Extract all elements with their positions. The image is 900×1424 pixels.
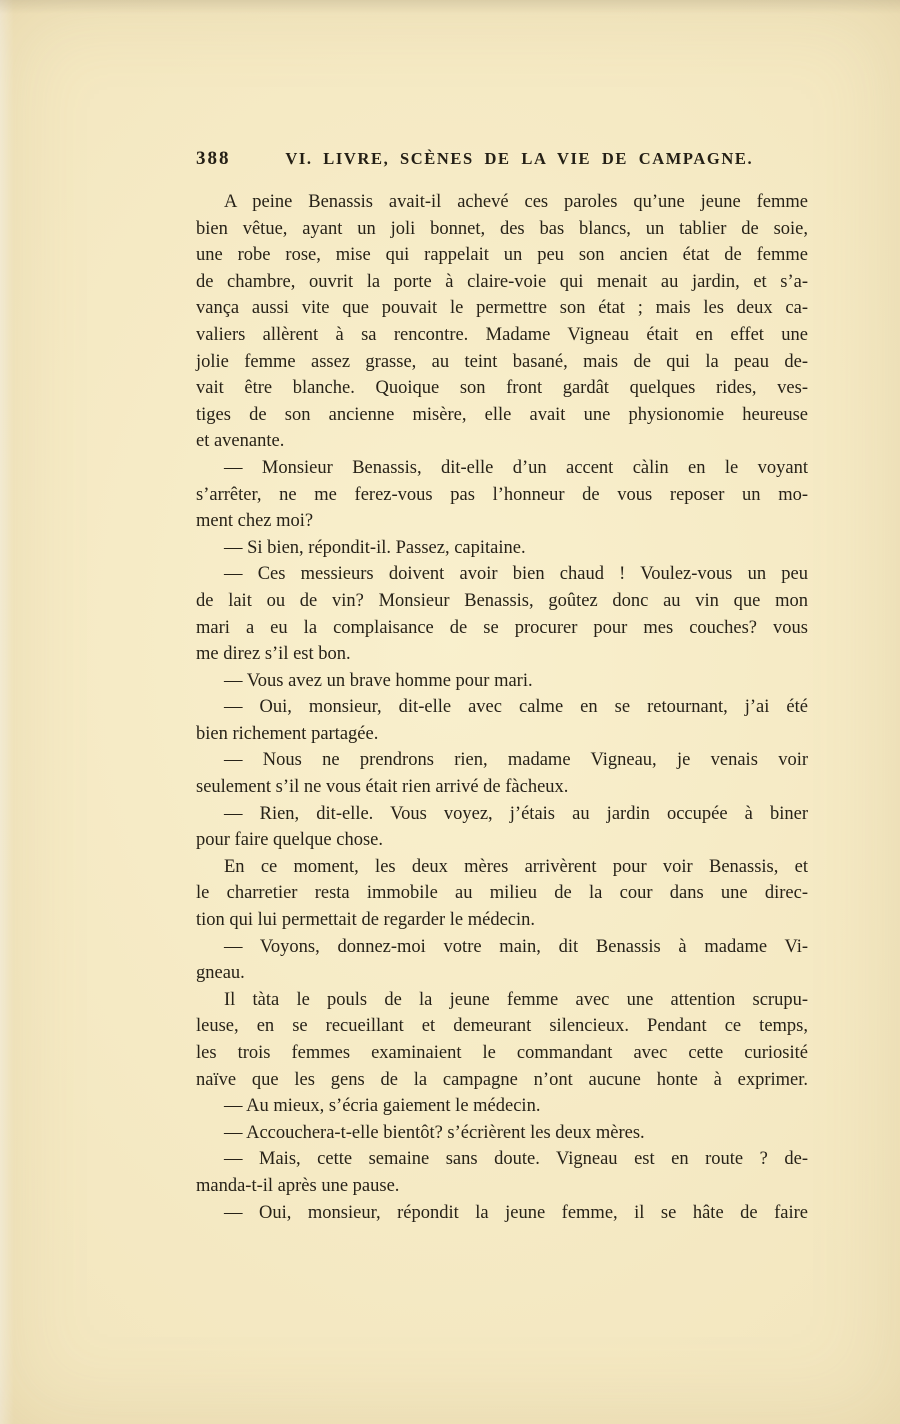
text-line: seulement s’il ne vous était rien arrivé de fàcheux. [196, 777, 569, 798]
text-line: gneau. [196, 963, 245, 984]
text-line: leuse, en se recueillant et demeurant silencieux. Pendant ce temps, [196, 1016, 808, 1037]
text-line: une robe rose, mise qui rappelait un peu son ancien état de femme [196, 245, 808, 266]
text-line: — Oui, monsieur, répondit la jeune femme, il se hâte de faire [224, 1202, 808, 1223]
page-header [196, 148, 808, 170]
text-line: pour faire quelque chose. [196, 830, 383, 851]
text-line: — Rien, dit-elle. Vous voyez, j’étais au jardin occupée à biner [224, 803, 808, 824]
page-number: 388 [196, 148, 231, 169]
text-line: tion qui lui permettait de regarder le médecin. [196, 910, 536, 931]
text-line: ment chez moi? [196, 511, 314, 532]
text-line: me direz s’il est bon. [196, 644, 351, 665]
text-line: tiges de son ancienne misère, elle avait une physionomie heureuse [196, 404, 808, 425]
page-body [196, 189, 808, 1226]
text-line: — Monsieur Benassis, dit-elle d’un accent càlin en le voyant [224, 457, 808, 478]
text-line: En ce moment, les deux mères arrivèrent pour voir Benassis, et [224, 856, 808, 877]
text-line: — Accouchera-t-elle bientôt? s’écrièrent les deux mères. [224, 1122, 645, 1143]
text-line: valiers allèrent à sa rencontre. Madame Vigneau était en effet une [196, 324, 808, 345]
text-line: le charretier resta immobile au milieu de la cour dans une direc- [196, 883, 808, 904]
text-line: et avenante. [196, 431, 285, 452]
text-line: jolie femme assez grasse, au teint basané, mais de qui la peau de- [196, 351, 808, 372]
text-line: A peine Benassis avait-il achevé ces paroles qu’une jeune femme [224, 192, 808, 212]
text-line: bien vêtue, ayant un joli bonnet, des bas blancs, un tablier de soie, [196, 218, 808, 239]
text-line: Il tàta le pouls de la jeune femme avec une attention scrupu- [224, 989, 808, 1010]
text-line: de lait ou de vin? Monsieur Benassis, goûtez donc au vin que mon [196, 590, 808, 611]
text-line: — Vous avez un brave homme pour mari. [224, 670, 533, 691]
text-line: — Oui, monsieur, dit-elle avec calme en se retournant, j’ai été [224, 697, 808, 718]
text-line: naïve que les gens de la campagne n’ont aucune honte à exprimer. [196, 1069, 808, 1090]
text-line: les trois femmes examinaient le commandant avec cette curiosité [196, 1043, 808, 1063]
text-line: — Si bien, répondit-il. Passez, capitaine. [224, 537, 526, 558]
text-line: de chambre, ouvrit la porte à claire-voie qui menait au jardin, et s’a- [196, 271, 808, 292]
text-line: — Nous ne prendrons rien, madame Vigneau, je venais voir [224, 750, 808, 771]
text-line: — Mais, cette semaine sans doute. Vigneau est en route ? de- [224, 1149, 808, 1170]
text-line: vança aussi vite que pouvait le permettre son état ; mais les deux ca- [196, 298, 808, 319]
text-line: manda-t-il après une pause. [196, 1175, 400, 1196]
text-line: bien richement partagée. [196, 723, 379, 744]
running-title: VI. LIVRE, SCÈNES DE LA VIE DE CAMPAGNE. [285, 149, 754, 168]
text-line: — Au mieux, s’écria gaiement le médecin. [224, 1096, 541, 1117]
text-line: mari a eu la complaisance de se procurer pour mes couches? vous [196, 617, 808, 638]
text-line: vait être blanche. Quoique son front gardât quelques rides, ves- [196, 378, 808, 399]
text-line: — Voyons, donnez-moi votre main, dit Benassis à madame Vi- [224, 936, 808, 957]
text-line: s’arrêter, ne me ferez-vous pas l’honneur de vous reposer un mo- [196, 484, 808, 505]
text-line: — Ces messieurs doivent avoir bien chaud ! Voulez-vous un peu [224, 564, 808, 585]
